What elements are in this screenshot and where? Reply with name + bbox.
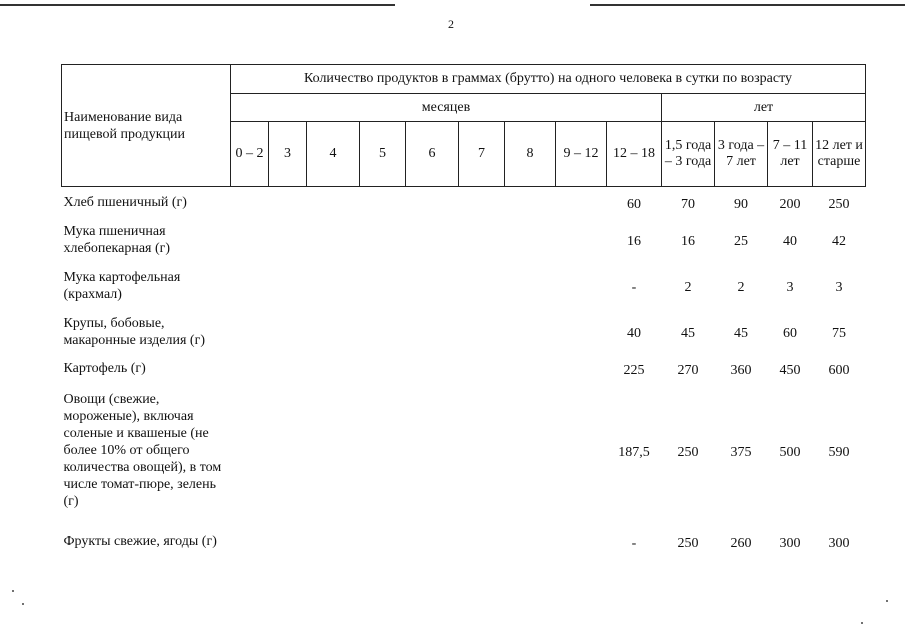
value-cell — [505, 308, 556, 354]
value-cell: 45 — [681, 326, 695, 341]
value-cell — [307, 381, 360, 519]
value-cell: - — [631, 280, 637, 295]
product-name-cell: Мука картофельная (крахмал) — [63, 269, 181, 302]
value-cell — [231, 262, 269, 308]
value-cell — [360, 381, 406, 519]
years-header: лет — [662, 94, 866, 122]
value-cell — [269, 308, 307, 354]
age-group-header: 8 — [505, 122, 556, 187]
value-cell: 40 — [627, 326, 641, 341]
value-cell — [505, 381, 556, 519]
age-group-header: 5 — [360, 122, 406, 187]
value-cell — [360, 187, 406, 216]
value-cell — [505, 354, 556, 381]
value-cell: 260 — [730, 536, 752, 551]
table-row — [62, 519, 866, 563]
value-cell — [406, 187, 459, 216]
table-row — [62, 262, 866, 308]
value-cell — [269, 187, 307, 216]
value-cell — [307, 308, 360, 354]
product-name-cell: Крупы, бобовые, макаронные изделия (г) — [63, 315, 205, 348]
value-cell — [406, 262, 459, 308]
value-cell: 3 — [835, 280, 843, 295]
value-cell: 16 — [627, 234, 641, 249]
value-cell — [307, 354, 360, 381]
value-cell — [360, 354, 406, 381]
value-cell: 250 — [677, 536, 699, 551]
value-cell: 2 — [684, 280, 692, 295]
value-cell: 75 — [832, 326, 846, 341]
top-border-line-right — [590, 4, 905, 6]
value-cell — [556, 262, 607, 308]
value-cell — [459, 216, 505, 262]
age-group-header: 12 – 18 — [607, 122, 662, 187]
table-body — [62, 187, 866, 563]
value-cell — [406, 519, 459, 563]
table-row — [62, 354, 866, 381]
value-cell — [231, 308, 269, 354]
product-name-cell: Овощи (свежие, мороженые), включая соленые и квашеные (не более 10% от общего количества овощей), в том числе томат-пюре, зелень (г) — [63, 392, 222, 509]
value-cell — [269, 354, 307, 381]
value-cell: 42 — [832, 234, 846, 249]
value-cell — [269, 519, 307, 563]
value-cell: 250 — [677, 445, 699, 460]
age-group-header: 1,5 года – 3 года — [662, 122, 715, 187]
value-cell: 3 — [786, 280, 794, 295]
value-cell: 590 — [828, 445, 850, 460]
value-cell — [459, 308, 505, 354]
value-cell: 225 — [623, 362, 645, 378]
value-cell — [505, 519, 556, 563]
value-cell — [307, 262, 360, 308]
age-group-header: 3 года – 7 лет — [715, 122, 768, 187]
value-cell — [269, 381, 307, 519]
value-cell — [231, 216, 269, 262]
value-cell — [556, 216, 607, 262]
value-cell: 600 — [828, 362, 850, 378]
value-cell — [360, 216, 406, 262]
age-group-header: 12 лет и старше — [813, 122, 866, 187]
product-name-cell: Фрукты свежие, ягоды (г) — [63, 534, 217, 549]
value-cell: - — [631, 536, 637, 551]
value-cell — [307, 216, 360, 262]
value-cell — [556, 381, 607, 519]
value-cell: 40 — [783, 234, 797, 249]
value-cell: 45 — [734, 326, 748, 341]
value-cell: 300 — [828, 536, 850, 551]
value-cell: 70 — [681, 196, 695, 212]
value-cell — [269, 216, 307, 262]
value-cell — [459, 187, 505, 216]
value-cell — [406, 308, 459, 354]
scan-speck — [12, 590, 14, 592]
value-cell: 90 — [734, 196, 748, 212]
value-cell — [360, 262, 406, 308]
value-cell: 187,5 — [618, 445, 650, 460]
value-cell — [556, 354, 607, 381]
value-cell: 375 — [730, 445, 752, 460]
value-cell — [556, 308, 607, 354]
value-cell: 250 — [828, 196, 850, 212]
age-group-header: 0 – 2 — [231, 122, 269, 187]
value-cell — [231, 354, 269, 381]
scan-speck — [861, 622, 863, 624]
table-header — [62, 65, 866, 187]
table-row — [62, 216, 866, 262]
value-cell — [505, 187, 556, 216]
age-group-header: 6 — [406, 122, 459, 187]
table-row — [62, 187, 866, 216]
page-number: 2 — [448, 17, 454, 31]
value-cell — [231, 187, 269, 216]
value-cell — [505, 262, 556, 308]
value-cell: 450 — [779, 362, 801, 378]
value-cell — [406, 354, 459, 381]
scan-speck — [22, 603, 24, 605]
value-cell — [459, 381, 505, 519]
age-group-header: 3 — [269, 122, 307, 187]
value-cell — [406, 216, 459, 262]
product-name-header: Наименование вида пищевой продукции — [62, 65, 231, 187]
product-name-cell: Мука пшеничная хлебопекарная (г) — [63, 223, 171, 256]
product-name-cell: Хлеб пшеничный (г) — [63, 194, 187, 210]
value-cell — [505, 216, 556, 262]
age-group-header: 9 – 12 — [556, 122, 607, 187]
months-header: месяцев — [231, 94, 662, 122]
value-cell — [360, 519, 406, 563]
value-cell: 2 — [737, 280, 745, 295]
value-cell — [459, 354, 505, 381]
value-cell: 300 — [779, 536, 801, 551]
value-cell: 60 — [627, 196, 641, 212]
value-cell — [459, 519, 505, 563]
value-cell — [360, 308, 406, 354]
value-cell — [231, 519, 269, 563]
value-cell — [307, 519, 360, 563]
table-row — [62, 308, 866, 354]
value-cell — [556, 187, 607, 216]
value-cell — [459, 262, 505, 308]
value-cell: 360 — [730, 362, 752, 378]
table-row — [62, 381, 866, 519]
value-cell — [556, 519, 607, 563]
age-group-header: 7 — [459, 122, 505, 187]
value-cell — [231, 381, 269, 519]
top-border-line-left — [0, 4, 395, 6]
value-cell: 16 — [681, 234, 695, 249]
age-group-header: 4 — [307, 122, 360, 187]
value-cell: 270 — [677, 362, 699, 378]
scan-speck — [886, 600, 888, 602]
value-cell — [406, 381, 459, 519]
product-name-cell: Картофель (г) — [63, 360, 146, 376]
value-cell — [307, 187, 360, 216]
value-cell: 200 — [779, 196, 801, 212]
food-norms-table — [61, 64, 866, 563]
value-cell: 25 — [734, 234, 748, 249]
value-cell — [269, 262, 307, 308]
value-cell: 500 — [779, 445, 801, 460]
age-group-header: 7 – 11 лет — [768, 122, 813, 187]
value-cell: 60 — [783, 326, 797, 341]
main-title-header: Количество продуктов в граммах (брутто) на одного человека в сутки по возрасту — [231, 65, 866, 94]
